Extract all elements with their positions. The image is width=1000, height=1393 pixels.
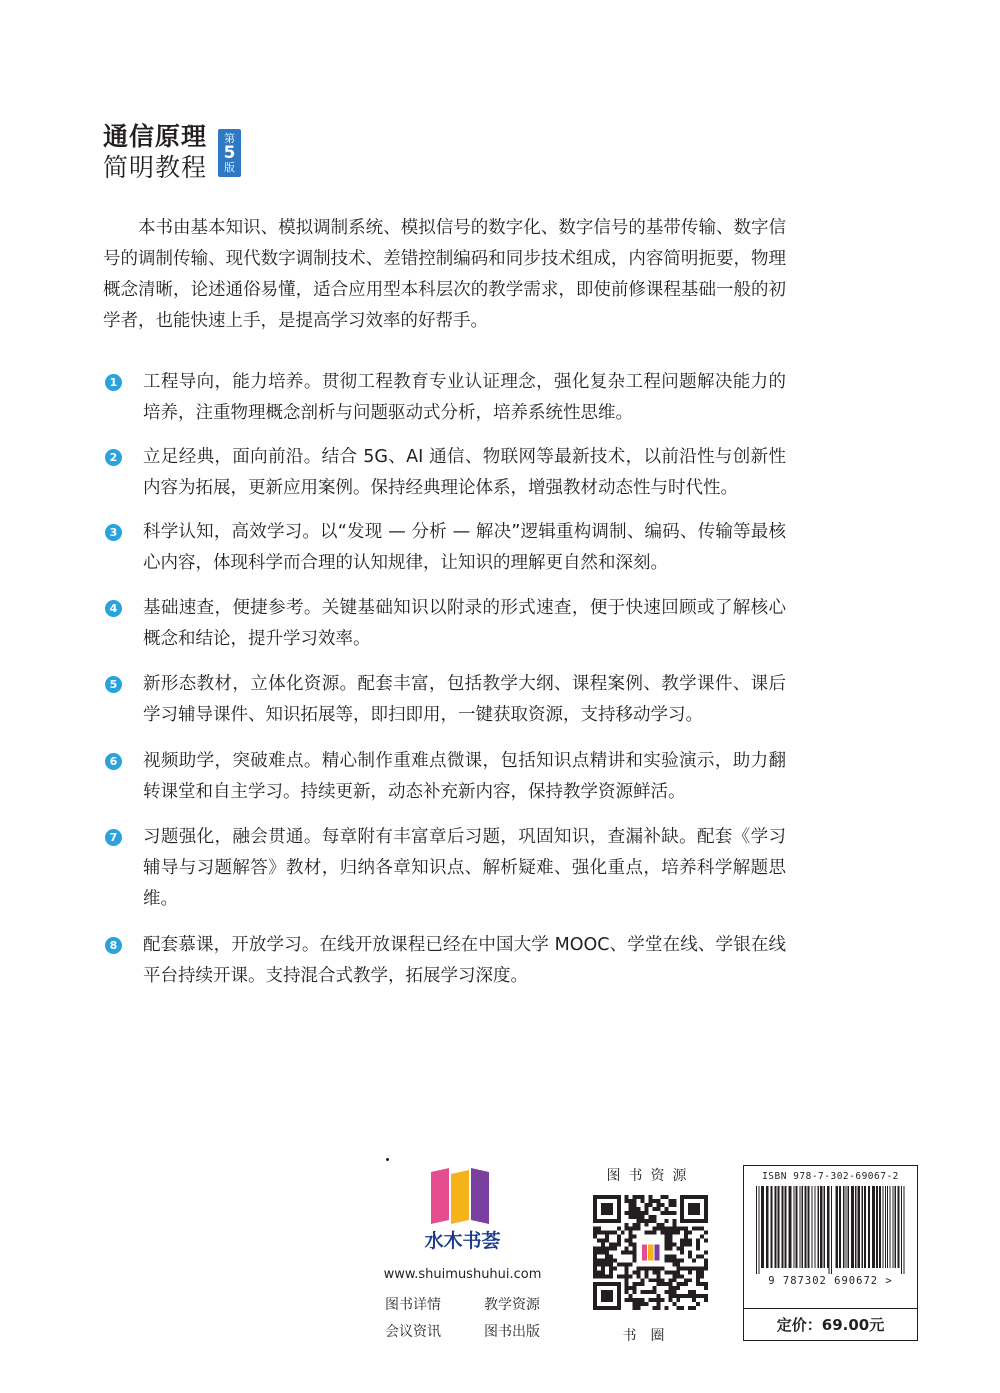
publisher-url[interactable]: www.shuimushuhui.com: [383, 1267, 542, 1282]
isbn-number: ISBN 978-7-302-69067-2: [762, 1171, 899, 1182]
qr-finder-pattern: [593, 1195, 621, 1223]
feature-item: [103, 669, 786, 731]
feature-item: [103, 442, 786, 504]
feature-text: 视频助学，突破难点。精心制作重难点微课，包括知识点精讲和实验演示，助力翻转课堂和自主学习。持续更新，动态补充新内容，保持教学资源鲜活。: [143, 751, 786, 802]
edition-label-bottom: 版: [224, 160, 235, 174]
feature-item: [103, 517, 786, 579]
feature-item: [103, 930, 786, 992]
edition-label-top: 第: [224, 131, 235, 145]
book-circle-logo-icon: [648, 1245, 653, 1261]
barcode-digits: 9 787302 690672 >: [768, 1275, 893, 1287]
title-line-1: 通信原理: [103, 122, 208, 151]
logo-page-middle: [451, 1170, 469, 1224]
number-badge-icon: 3: [105, 524, 122, 541]
price-divider: [744, 1308, 917, 1309]
feature-item: [103, 822, 786, 915]
title-line-2: 简明教程: [103, 153, 208, 182]
qr-title: 图书资源: [606, 1168, 695, 1184]
links-row: [385, 1319, 540, 1346]
link-teaching-resources[interactable]: 教学资源: [484, 1297, 540, 1313]
feature-list: [103, 367, 786, 992]
barcode-icon: [754, 1186, 907, 1274]
feature-item: [103, 367, 786, 429]
book-circle-logo-icon: [642, 1245, 647, 1261]
barcode-panel: [743, 1165, 918, 1341]
qr-finder-pattern: [680, 1195, 708, 1223]
link-conference-news[interactable]: 会议资讯: [385, 1324, 441, 1340]
qr-finder-pattern: [593, 1282, 621, 1310]
links-row: [385, 1292, 540, 1319]
feature-text: 习题强化，融会贯通。每章附有丰富章后习题，巩固知识，查漏补缺。配套《学习辅导与习题解答》教材，归纳各章知识点、解析疑难、强化重点，培养科学解题思维。: [143, 827, 786, 909]
publisher-name: 水木书荟: [424, 1230, 501, 1252]
feature-text: 配套慕课，开放学习。在线开放课程已经在中国大学 MOOC、学堂在线、学银在线平台持续开课。支持混合式教学，拓展学习深度。: [143, 935, 786, 986]
book-title: [103, 121, 207, 183]
intro-paragraph: 本书由基本知识、模拟调制系统、模拟信号的数字化、数字信号的基带传输、数字信号的调制传输、现代数字调制技术、差错控制编码和同步技术组成，内容简明扼要，物理概念清晰，论述通俗易懂，适合应用型本科层次的教学需求，即使前修课程基础一般的初学者，也能快速上手，是提高学习效率的好帮手。: [103, 218, 786, 331]
edition-badge: [218, 129, 241, 177]
decorative-dot: [386, 1158, 389, 1161]
feature-text: 工程导向，能力培养。贯彻工程教育专业认证理念，强化复杂工程问题解决能力的培养，注重物理概念剖析与问题驱动式分析，培养系统性思维。: [143, 372, 786, 423]
publisher-links: [385, 1292, 540, 1346]
publisher-logo-icon: [429, 1166, 493, 1226]
edition-number: 5: [223, 142, 236, 163]
number-badge-icon: 4: [105, 600, 122, 617]
feature-text: 科学认知，高效学习。以“发现 — 分析 — 解决”逻辑重构调制、编码、传输等最核心内容，体现科学而合理的认知规律，让知识的理解更自然和深刻。: [143, 522, 786, 573]
price-label: 定价：69.00元: [776, 1316, 885, 1334]
feature-text: 新形态教材，立体化资源。配套丰富，包括教学大纲、课程案例、教学课件、课后学习辅导课件、知识拓展等，即扫即用，一键获取资源，支持移动学习。: [143, 674, 786, 725]
number-badge-icon: 2: [105, 449, 122, 466]
link-book-publishing[interactable]: 图书出版: [484, 1324, 540, 1340]
number-badge-icon: 8: [105, 937, 122, 954]
feature-item: [103, 746, 786, 808]
logo-page-right: [471, 1168, 489, 1224]
book-circle-logo-icon: [654, 1245, 659, 1261]
feature-text: 基础速查，便捷参考。关键基础知识以附录的形式速查，便于快速回顾或了解核心概念和结论，提升学习效率。: [143, 598, 786, 649]
feature-text: 立足经典，面向前沿。结合 5G、AI 通信、物联网等最新技术，以前沿性与创新性内容为拓展，更新应用案例。保持经典理论体系，增强教材动态性与时代性。: [143, 447, 786, 498]
number-badge-icon: 6: [105, 753, 122, 770]
logo-page-left: [431, 1168, 449, 1224]
qr-code-icon[interactable]: [593, 1195, 708, 1310]
link-book-details[interactable]: 图书详情: [385, 1297, 441, 1313]
number-badge-icon: 1: [105, 374, 122, 391]
qr-caption: 书圈: [622, 1328, 679, 1344]
number-badge-icon: 7: [105, 829, 122, 846]
barcode-bars: [756, 1186, 905, 1274]
number-badge-icon: 5: [105, 676, 122, 693]
feature-item: [103, 593, 786, 655]
